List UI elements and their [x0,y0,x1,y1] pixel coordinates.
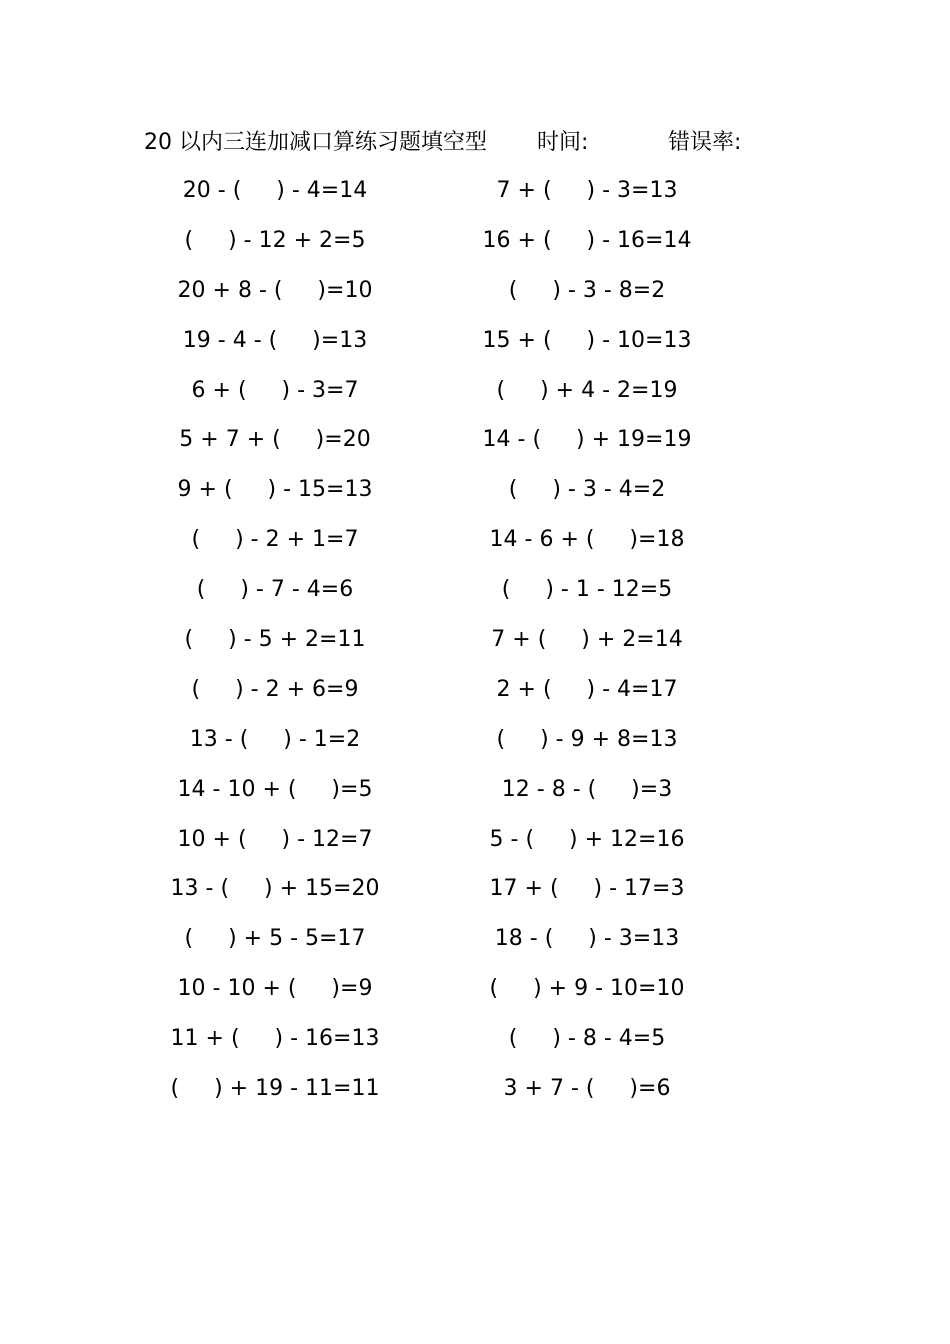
problem-row [140,373,700,423]
problem-row [140,622,700,672]
problem-row [140,921,700,971]
problem-left: 13 - ( ) - 1=2 [189,726,361,752]
problem-left: ( ) - 2 + 6=9 [191,676,359,702]
error-rate-label: 错误率: [668,130,742,155]
worksheet-header [144,126,784,160]
problem-row [140,1071,700,1121]
problem-left: 11 + ( ) - 16=13 [170,1026,380,1052]
problem-right: 12 - 8 - ( )=3 [501,776,673,802]
problem-row [140,572,700,622]
problem-right: 2 + ( ) - 4=17 [496,676,678,702]
problem-row [140,173,700,223]
problem-row [140,323,700,373]
problem-row [140,822,700,872]
problem-left: 6 + ( ) - 3=7 [191,377,359,403]
problem-left: 10 + ( ) - 12=7 [177,826,373,852]
problem-left: 19 - 4 - ( )=13 [182,327,368,353]
problem-right: 14 - 6 + ( )=18 [489,527,685,553]
problem-row [140,672,700,722]
problem-row [140,871,700,921]
problem-row [140,772,700,822]
problem-left: ( ) - 5 + 2=11 [184,627,366,653]
problem-right: 18 - ( ) - 3=13 [494,926,680,952]
worksheet-title: 20 以内三连加减口算练习题填空型 [144,130,487,155]
problem-left: 5 + 7 + ( )=20 [179,427,371,453]
problem-row [140,971,700,1021]
problem-left: 14 - 10 + ( )=5 [177,776,373,802]
problem-right: ( ) - 3 - 8=2 [508,277,666,303]
problem-left: 20 + 8 - ( )=10 [177,277,373,303]
problem-right: 14 - ( ) + 19=19 [482,427,692,453]
problem-left: 20 - ( ) - 4=14 [182,178,368,203]
problem-right: 3 + 7 - ( )=6 [503,1076,671,1102]
problem-right: ( ) - 3 - 4=2 [508,477,666,503]
problem-right: 17 + ( ) - 17=3 [489,876,685,902]
problem-row [140,273,700,323]
problem-right: ( ) - 1 - 12=5 [501,577,673,603]
problem-right: ( ) + 9 - 10=10 [489,976,685,1002]
problem-row [140,522,700,572]
problem-left: ( ) - 7 - 4=6 [196,577,354,603]
problem-left: 10 - 10 + ( )=9 [177,976,373,1002]
problem-right: ( ) - 8 - 4=5 [508,1026,666,1052]
problem-row [140,223,700,273]
problem-left: ( ) - 12 + 2=5 [184,227,366,253]
problem-left: ( ) + 19 - 11=11 [170,1076,380,1102]
problem-right: 7 + ( ) - 3=13 [496,178,678,203]
problem-row [140,1021,700,1071]
problem-left: 9 + ( ) - 15=13 [177,477,373,503]
time-label: 时间: [537,130,589,155]
problem-right: 7 + ( ) + 2=14 [491,627,683,653]
problem-row [140,722,700,772]
problem-right: ( ) + 4 - 2=19 [496,377,678,403]
problem-right: 16 + ( ) - 16=14 [482,227,692,253]
problem-right: 15 + ( ) - 10=13 [482,327,692,353]
problem-grid [140,173,700,1121]
problem-row [140,422,700,472]
problem-row [140,472,700,522]
problem-left: ( ) - 2 + 1=7 [191,527,359,553]
problem-left: 13 - ( ) + 15=20 [170,876,380,902]
problem-right: ( ) - 9 + 8=13 [496,726,678,752]
problem-left: ( ) + 5 - 5=17 [184,926,366,952]
problem-right: 5 - ( ) + 12=16 [489,826,685,852]
